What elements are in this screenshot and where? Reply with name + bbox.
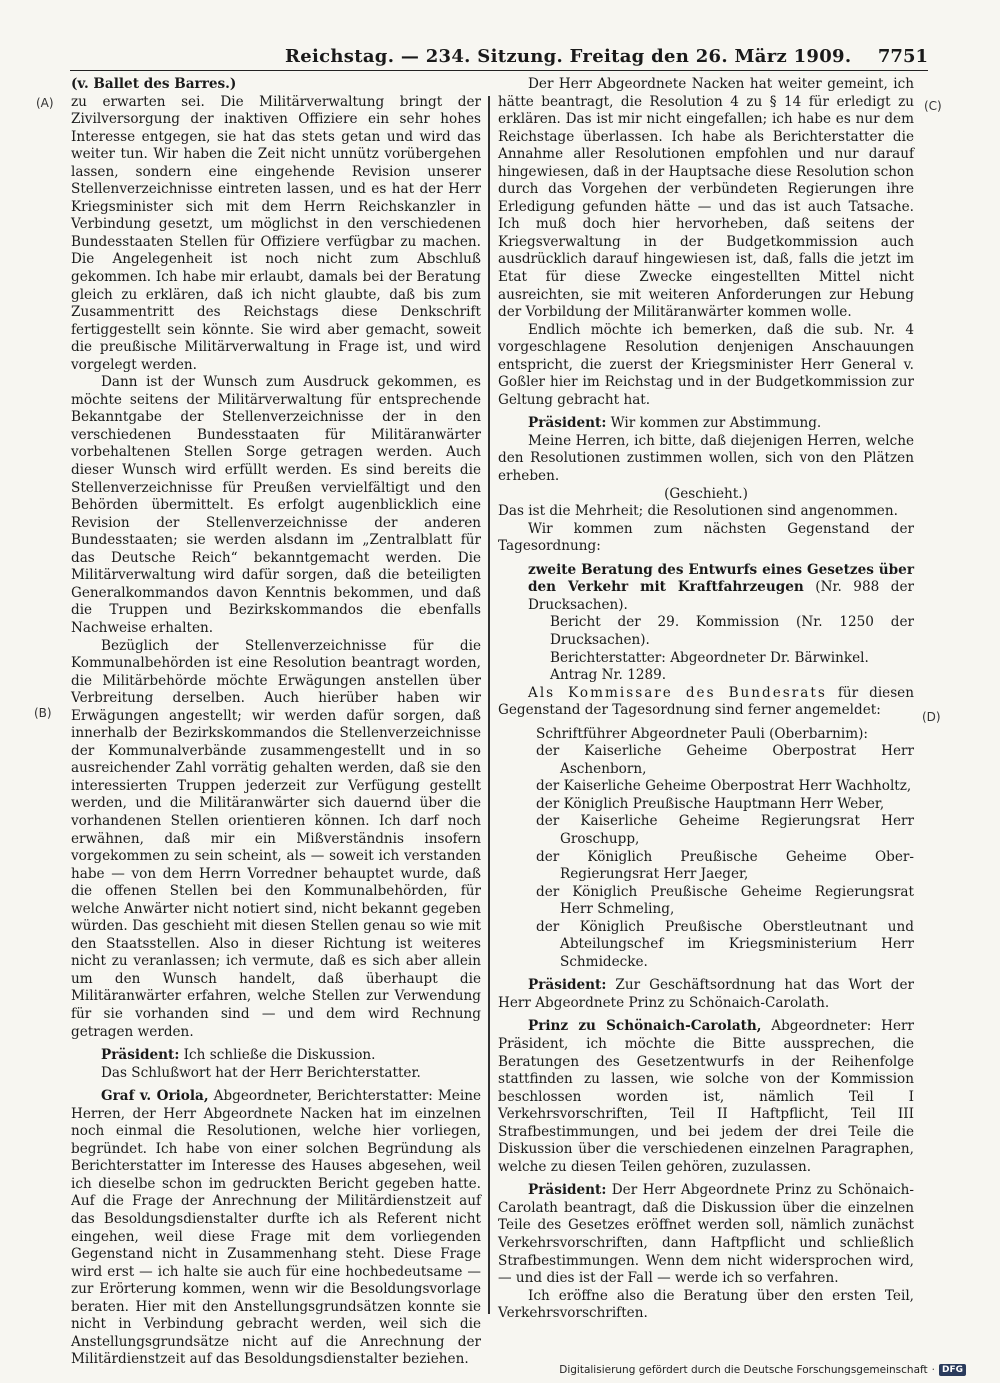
- page-header: [70, 46, 928, 71]
- margin-marker-d: (D): [922, 710, 941, 724]
- speech-text: Abgeordneter, Berichterstatter: Meine Herren, der Herr Abgeordnete Nacken hat im einzelnen noch einmal die Resolutionen, welche hier vorliegen, begründet. Ich habe von einer solchen Begründung als Berichterstatter im Interesse des Hauses abgesehen, weil ich dieselbe schon im gedruckten Bericht gegeben hatte. Auf die Frage der Anrechnung der Militärdienstzeit auf das Besoldungsdienstalter durfte ich als Referent nicht eingehen, weil diese Frage mit dem vorliegenden Gegenstand nicht in Zusammenhang steht. Diese Frage wird erst — ich halte sie auch für eine hochbedeutsame — zur Erörterung kommen, wenn wir die Besoldungsvorlage beraten. Hier mit den Anstellungsgrundsätzen konnte sie nicht in Verbindung gebracht werden, weil sich die Anstellungsgrundsätze nicht auf die Anrechnung der Militärdienstzeit auf das Besoldungsdienstalter beziehen.: [71, 1088, 481, 1368]
- agenda-motion: Antrag Nr. 1289.: [550, 667, 667, 684]
- footer-separator: ·: [931, 1364, 935, 1376]
- speaker-note: (v. Ballet des Barres.): [71, 76, 237, 92]
- speaker-label: Präsident:: [101, 1047, 180, 1064]
- agenda-report: Bericht der 29. Kommission (Nr. 1250 der Drucksachen).: [550, 614, 914, 648]
- paragraph: [498, 415, 914, 433]
- speech-text: Abgeordneter: Herr Präsident, ich möchte die Bitte aussprechen, die Beratungen des Gesetzentwurfs in der Reihenfolge stattfinden zu lassen, wie solche von der Kommission beschlossen worden ist, nämlich Teil I Verkehrsvorschriften, Teil II Haftpflicht, Teil III Strafbestimmungen, und bei jedem der drei Teile die Diskussion über die verschiedenen einzelnen Paragraphen, welche zu diesen Teilen gehören, zuzulassen.: [498, 1018, 914, 1175]
- paragraph: Das Schlußwort hat der Herr Berichterstatter.: [101, 1064, 421, 1081]
- paragraph: [71, 1088, 481, 1369]
- schedule-item: der Königlich Preußische Geheime Regierungsrat Herr Schmeling,: [536, 883, 914, 918]
- paragraph: [498, 1182, 914, 1287]
- speaker-name: Prinz zu Schönaich-Carolath,: [528, 1018, 762, 1035]
- column-divider: [488, 96, 490, 1314]
- paragraph: Der Herr Abgeordnete Nacken hat weiter gemeint, ich hätte beantragt, die Resolution 4 zu § 14 für erledigt zu erklären. Das ist mir nicht eingefallen; ich habe es nur dem Reichstage überlassen. Ich habe als Berichterstatter die Annahme aller Resolutionen empfohlen und nur darauf hingewiesen, daß in der Hauptsache diese Resolution schon durch das Vorgehen der verbündeten Regierungen ihre Erledigung gefunden hätte — und das ist auch Tatsache. Ich muß doch hier hervorheben, daß seitens der Kriegsverwaltung in der Budgetkommission auch ausdrücklich darauf hingewiesen ist, daß, falls die jetzt im Etat für diese Zwecke eingestellten Mittel nicht ausreichten, sie mit weiteren Anforderungen zur Hebung der Vorbildung der Militäranwärter kommen wolle.: [498, 76, 914, 321]
- paragraph: [71, 1047, 481, 1065]
- footer-text: Digitalisierung gefördert durch die Deutsche Forschungsgemeinschaft: [559, 1364, 928, 1376]
- rapporteur-name: Abgeordneter Dr. Bärwinkel.: [670, 649, 869, 666]
- running-head: Reichstag. — 234. Sitzung. Freitag den 26. März 1909.: [285, 46, 852, 67]
- paragraph: Endlich möchte ich bemerken, daß die sub. Nr. 4 vorgeschlagene Resolution denjenigen Anschauungen entspricht, die zuerst der Kriegsminister Herr General v. Goßler hier im Reichstag und in der Budgetkommission zur Geltung gebracht hat.: [498, 321, 914, 408]
- paragraph: zu erwarten sei. Die Militärverwaltung bringt der Zivilversorgung der inaktiven Offiziere ein sehr hohes Interesse entgegen, sie hat das stets getan und wird das weiter tun. Wir haben die Zeit nicht unnütz vorübergehen lassen, sondern eine eingehende Revision unserer Stellenverzeichnisse eintreten lassen, und es hat der Herr Kriegsminister sich mit dem Herrn Reichskanzler in Verbindung gesetzt, um möglichst in den verschiedenen Bundesstaaten Stellen für Offiziere verfügbar zu machen. Die Angelegenheit ist noch nicht zum Abschluß gekommen. Ich habe mir erlaubt, damals bei der Beratung gleich zu erklären, daß ich nicht glaubte, daß bis zum Zusammentritt des Reichstags diese Denkschrift fertiggestellt sein könnte. Sie wird aber gemacht, soweit die preußische Militärverwaltung in Frage ist, und wird vorgelegt werden.: [71, 93, 481, 373]
- paragraph: [498, 685, 914, 720]
- margin-marker-b: (B): [34, 706, 52, 720]
- rapporteur-label: Berichterstatter:: [550, 649, 666, 666]
- right-column: [498, 76, 914, 1323]
- schedule-item: der Königlich Preußische Hauptmann Herr Weber,: [536, 795, 885, 812]
- speech-text: Ich schließe die Diskussion.: [183, 1047, 376, 1064]
- speaker-label: Präsident:: [528, 415, 607, 432]
- schedule-item: der Kaiserliche Geheime Oberpostrat Herr Aschenborn,: [536, 743, 914, 777]
- paragraph: [498, 1018, 914, 1176]
- speech-text: Wir kommen zur Abstimmung.: [610, 415, 822, 432]
- agenda-item: [528, 562, 914, 615]
- margin-marker-c: (C): [924, 99, 942, 113]
- paragraph: Dann ist der Wunsch zum Ausdruck gekommen, es möchte seitens der Militärverwaltung für entsprechende Bekanntgabe der Stellenverzeichnisse der in den verschiedenen Bundesstaaten für Militäranwärter vorbehaltenen Stellen Sorge getragen werden. Auch dieser Wunsch wird erfüllt werden. Es sind bereits die Stellenverzeichnisse für Preußen vervielfältigt und den Behörden übermittelt. Es erfolgt augenblicklich eine Revision der Stellenverzeichnisse der anderen Bundesstaaten; sie werden alsdann im „Zentralblatt für das Deutsche Reich“ bekanntgemacht werden. Die Militärverwaltung wird dafür sorgen, daß die beteiligten Generalkommandos davon Kenntnis bekommen, und daß die Truppen und Bezirkskommandos die ebenfalls Nachweise erhalten.: [71, 374, 481, 636]
- schedule-item: der Königlich Preußische Oberstleutnant und Abteilungschef im Kriegsministerium Herr Schmidecke.: [536, 918, 914, 970]
- speech-text: Der Herr Abgeordnete Prinz zu Schönaich-Carolath beantragt, daß die Diskussion über die einzelnen Teile des Gesetzes eröffnet werden soll, nämlich zunächst Verkehrsvorschriften, dann Haftpflicht und schließlich Strafbestimmungen. Wenn dem nicht widersprochen wird, — und dies ist der Fall — werde ich so verfahren.: [498, 1182, 914, 1287]
- schedule-item: der Kaiserliche Geheime Oberpostrat Herr Wachholtz,: [536, 778, 912, 795]
- paragraph: Das ist die Mehrheit; die Resolutionen sind angenommen.: [498, 503, 898, 520]
- speech-text: Zur Geschäftsordnung hat das Wort der Herr Abgeordnete Prinz zu Schönaich-Carolath.: [498, 977, 914, 1011]
- left-column: [71, 76, 481, 1369]
- margin-marker-a: (A): [36, 96, 54, 110]
- paragraph: Ich eröffne also die Beratung über den ersten Teil, Verkehrsvorschriften.: [498, 1287, 914, 1322]
- paragraph: Bezüglich der Stellenverzeichnisse für die Kommunalbehörden ist eine Resolution beantragt worden, die Militärbehörde möchte Erwägungen anstellen über Verbreitung derselben. Auch hierüber haben wir Erwägungen angestellt; wir werden dafür sorgen, daß innerhalb der Bezirkskommandos die Stellenverzeichnisse der Kommunalverbände zusammengestellt und in so ausreichender Zahl vorrätig gehalten werden, daß sie den interessierten Truppen jederzeit zur Verfügung gestellt werden, und die Militäranwärter sich dauernd über die vorhandenen Stellen orientieren können. Ich darf noch erwähnen, daß mir ein Mißverständnis insofern vorgekommen zu sein scheint, als — soweit ich verstanden habe — von dem Herrn Vorredner behauptet wurde, daß die offenen Stellen bei den Kommunalbehörden, für welche Anwärter nicht notiert sind, nicht bekannt gegeben würden. Das geschieht mit diesen Stellen genau so wie mit den Staatsstellen. Also in dieser Richtung ist weiteres nicht zu veranlassen; ich vermute, daß es sich aber allein um den Wunsch handelt, daß überhaupt die Militäranwärter erfahren, welche Stellen zur Verwendung für sie vorhanden sind — und dem wird Rechnung getragen werden.: [71, 637, 481, 1040]
- speech-text: für diesen Gegenstand der Tagesordnung sind ferner angemeldet:: [498, 684, 914, 719]
- speaker-name: Graf v. Oriola,: [101, 1088, 209, 1105]
- paragraph: [498, 977, 914, 1012]
- agenda-title: zweite Beratung des Entwurfs eines Gesetzes über den Verkehr mit Kraftfahrzeugen: [528, 561, 914, 596]
- stage-direction: (Geschieht.): [664, 485, 748, 502]
- paragraph: Wir kommen zum nächsten Gegenstand der Tagesordnung:: [498, 520, 914, 555]
- schedule-item: der Königlich Preußische Geheime Ober-Regierungsrat Herr Jaeger,: [536, 848, 914, 883]
- agenda-rapporteur: [550, 650, 914, 668]
- speaker-label: Präsident:: [528, 977, 607, 994]
- dfg-logo-icon: DFG: [939, 1364, 966, 1376]
- spaced-text: Als Kommissare des Bundesrats: [528, 684, 827, 701]
- schedule-intro: Schriftführer Abgeordneter Pauli (Oberbarnim):: [536, 725, 868, 742]
- speaker-label: Präsident:: [528, 1182, 607, 1199]
- agenda-ref: (Nr. 988 der Drucksachen).: [528, 579, 914, 613]
- page-number: 7751: [877, 46, 928, 67]
- footer: [559, 1364, 966, 1376]
- paragraph: Meine Herren, ich bitte, daß diejenigen Herren, welche den Resolutionen zustimmen wollen, sich von den Plätzen erheben.: [498, 432, 914, 485]
- schedule-item: der Kaiserliche Geheime Regierungsrat Herr Groschupp,: [536, 813, 914, 847]
